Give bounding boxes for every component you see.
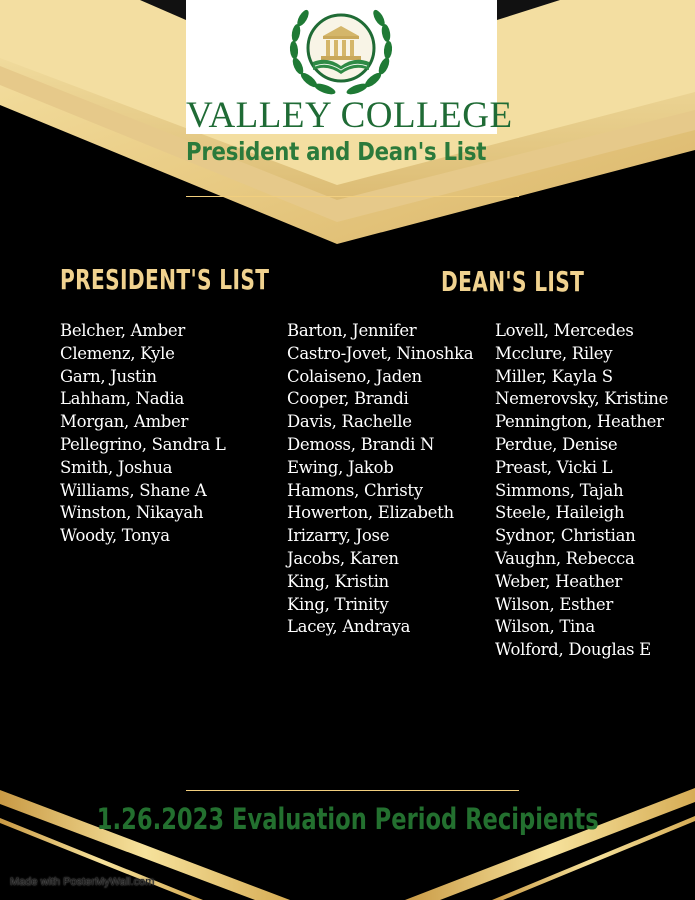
- list-item: Demoss, Brandi N: [287, 434, 435, 454]
- list-item: Garn, Justin: [60, 366, 157, 386]
- list-item: Irizarry, Jose: [287, 526, 390, 546]
- list-item: Miller, Kayla S: [495, 366, 613, 386]
- college-logo: [186, 0, 513, 136]
- list-item: Belcher, Amber: [60, 321, 185, 340]
- list-item: King, Kristin: [287, 571, 389, 591]
- list-item: Barton, Jennifer: [287, 321, 417, 340]
- list-item: Wilson, Tina: [495, 617, 595, 637]
- deans-list-heading: DEAN'S LIST: [441, 265, 585, 298]
- list-item: Perdue, Denise: [495, 434, 618, 454]
- page-title: President and Dean's List: [186, 137, 487, 166]
- list-item: Steele, Haileigh: [495, 503, 625, 523]
- list-item: Lacey, Andraya: [287, 617, 411, 637]
- list-item: Nemerovsky, Kristine: [495, 389, 669, 409]
- list-item: Morgan, Amber: [60, 412, 189, 432]
- list-item: Mcclure, Riley: [495, 343, 613, 363]
- presidents-list: [60, 320, 225, 548]
- watermark: Made with PosterMyWall.com: [10, 876, 155, 888]
- list-item: Cooper, Brandi: [287, 389, 409, 409]
- list-item: Hamons, Christy: [287, 480, 423, 500]
- footer-caption: [0, 800, 695, 838]
- list-item: Colaiseno, Jaden: [287, 366, 422, 386]
- deans-list-column-1: [287, 320, 473, 639]
- list-item: Woody, Tonya: [60, 526, 170, 546]
- presidents-list-heading: PRESIDENT'S LIST: [60, 263, 270, 296]
- list-item: Winston, Nikayah: [60, 503, 204, 523]
- list-item: Davis, Rachelle: [287, 412, 412, 432]
- list-item: Pennington, Heather: [495, 412, 664, 432]
- list-item: Jacobs, Karen: [287, 548, 399, 568]
- list-item: Ewing, Jakob: [287, 457, 394, 477]
- list-item: Smith, Joshua: [60, 457, 173, 477]
- list-item: Lahham, Nadia: [60, 389, 185, 409]
- list-item: Simmons, Tajah: [495, 480, 624, 500]
- divider-bottom: [186, 790, 519, 791]
- list-item: Clemenz, Kyle: [60, 343, 175, 363]
- footer-caption-text: 1.26.2023 Evaluation Period Recipients: [96, 802, 599, 836]
- list-item: King, Trinity: [287, 594, 389, 614]
- list-item: Weber, Heather: [495, 571, 622, 591]
- list-item: Vaughn, Rebecca: [495, 548, 635, 568]
- list-item: Williams, Shane A: [60, 480, 207, 500]
- list-item: Pellegrino, Sandra L: [60, 434, 226, 454]
- college-wordmark: VALLEY COLLEGE: [186, 95, 513, 136]
- divider-top: [186, 196, 519, 197]
- list-item: Wolford, Douglas E: [495, 640, 651, 660]
- list-item: Castro-Jovet, Ninoshka: [287, 343, 474, 363]
- list-item: Sydnor, Christian: [495, 526, 636, 546]
- list-item: Lovell, Mercedes: [495, 321, 634, 340]
- list-item: Preast, Vicki L: [495, 457, 613, 477]
- deans-list-column-2: [495, 320, 668, 662]
- laurel-wreath-building-book-icon: [283, 0, 399, 100]
- list-item: Wilson, Esther: [495, 594, 613, 614]
- list-item: Howerton, Elizabeth: [287, 503, 454, 523]
